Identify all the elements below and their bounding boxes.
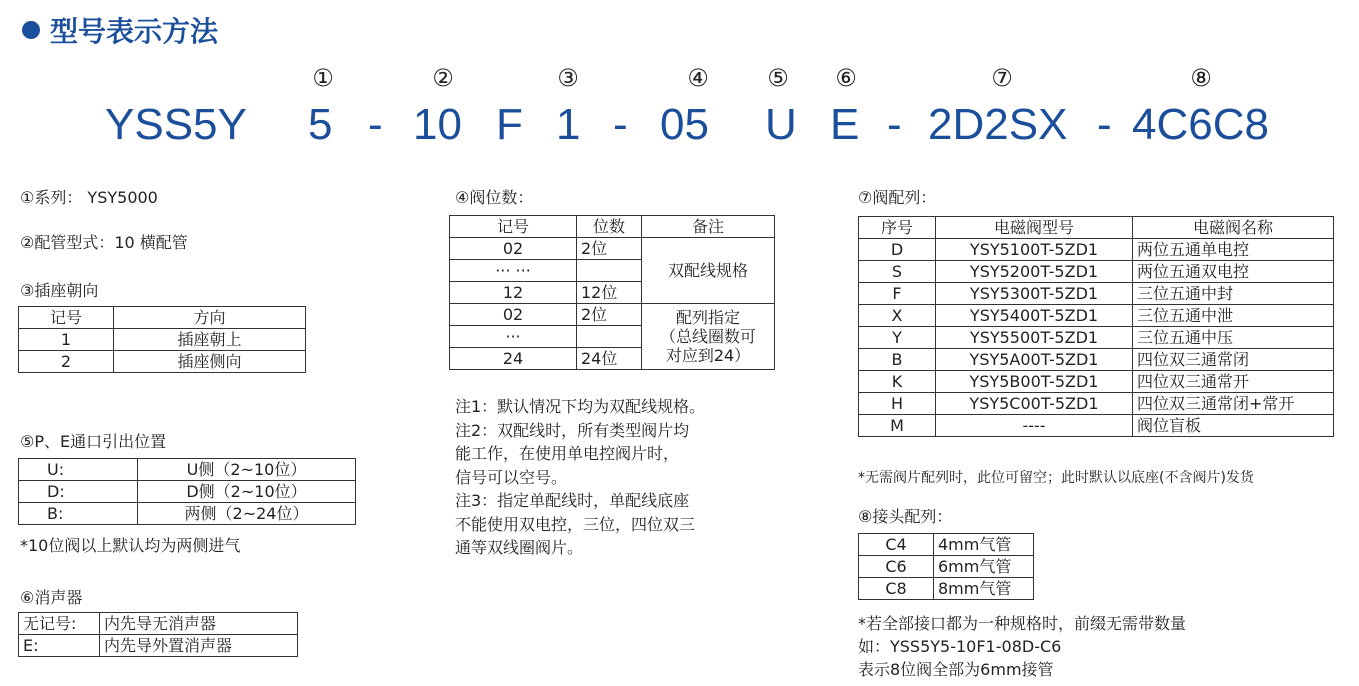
remark-dual-wiring: 双配线规格: [642, 238, 775, 304]
table-row: Y YSY5500T-5ZD1 三位五通中压: [859, 327, 1334, 349]
table-header: 记号: [19, 307, 114, 329]
model-part-9: 4C6C8: [1132, 100, 1269, 149]
table-row: 无记号: 内先导无消声器: [19, 613, 298, 635]
model-dash: -: [887, 100, 902, 149]
marker-6: ⑥: [835, 64, 857, 92]
remark-arrangement: 配列指定 （总线圈数可 对应到24）: [642, 304, 775, 370]
marker-8: ⑧: [1190, 64, 1212, 92]
model-part-5: 05: [660, 100, 709, 149]
table-row: C6 6mm气管: [859, 556, 1034, 578]
socket-table: [18, 306, 306, 373]
marker-2: ②: [432, 64, 454, 92]
fitting-notes: *若全部接口都为一种规格时，前缀无需带数量 如：YSS5Y5-10F1-08D-C6 表示8位阀全部为6mm接管: [858, 614, 1187, 679]
table-row: 2 插座侧向: [19, 351, 306, 373]
table-header: 位数: [577, 216, 642, 238]
station-table: [449, 215, 775, 370]
table-row: F YSY5300T-5ZD1 三位五通中封: [859, 283, 1334, 305]
table-row: 12 12位: [450, 282, 775, 304]
fitting-heading: ⑧接头配列：: [858, 507, 953, 526]
marker-4: ④: [687, 64, 709, 92]
table-row: M ---- 阀位盲板: [859, 415, 1334, 437]
port-note: *10位阀以上默认均为两侧进气: [20, 536, 241, 555]
model-part-3: F: [496, 100, 523, 149]
table-header: 记号: [450, 216, 577, 238]
marker-1: ①: [312, 64, 334, 92]
table-row: E: 内先导外置消声器: [19, 635, 298, 657]
table-row: K YSY5B00T-5ZD1 四位双三通常开: [859, 371, 1334, 393]
table-row: 1 插座朝上: [19, 329, 306, 351]
table-row: D YSY5100T-5ZD1 两位五通单电控: [859, 239, 1334, 261]
station-notes: 注1：默认情况下均为双配线规格。 注2：双配线时，所有类型阀片均 能工作，在使用单电控阀片时， 信号可以空号。 注3：指定单配线时，单配线底座 不能使用双电控，三位，四位双三 通等双线圈阀片。: [455, 397, 706, 557]
model-part-8: 2D2SX: [928, 100, 1068, 149]
model-part-4: 1: [556, 100, 581, 149]
table-header: 方向: [114, 307, 306, 329]
model-dash: -: [1097, 100, 1112, 149]
table-row: X YSY5400T-5ZD1 三位五通中泄: [859, 305, 1334, 327]
table-row: H YSY5C00T-5ZD1 四位双三通常闭+常开: [859, 393, 1334, 415]
fitting-table: [858, 533, 1034, 600]
port-table: [18, 458, 356, 525]
model-part-6: U: [765, 100, 797, 149]
table-header: 备注: [642, 216, 775, 238]
table-header: 电磁阀型号: [936, 217, 1133, 239]
valve-note: *无需阀片配列时，此位可留空；此时默认以底座(不含阀片)发货: [858, 470, 1254, 486]
model-dash: -: [613, 100, 628, 149]
valve-heading: ⑦阀配列：: [858, 188, 937, 207]
series-line: ①系列： YSY5000: [20, 188, 158, 207]
table-row: C8 8mm气管: [859, 578, 1034, 600]
table-row: ···: [450, 326, 775, 348]
table-header: 电磁阀名称: [1133, 217, 1334, 239]
silencer-heading: ⑥消声器: [20, 588, 83, 607]
valve-table: [858, 216, 1334, 437]
model-part-7: E: [830, 100, 860, 149]
model-part-2: 10: [413, 100, 462, 149]
table-row: S YSY5200T-5ZD1 两位五通双电控: [859, 261, 1334, 283]
table-row: B YSY5A00T-5ZD1 四位双三通常闭: [859, 349, 1334, 371]
station-heading: ④阀位数：: [455, 188, 534, 207]
port-heading: ⑤P、E通口引出位置: [20, 432, 167, 451]
table-row: ··· ···: [450, 260, 775, 282]
socket-heading: ③插座朝向: [20, 281, 99, 300]
piping-line: ②配管型式：10 横配管: [20, 233, 188, 252]
marker-7: ⑦: [991, 64, 1013, 92]
table-row: C4 4mm气管: [859, 534, 1034, 556]
table-header: 序号: [859, 217, 936, 239]
table-row: D: D侧（2~10位）: [19, 481, 356, 503]
model-series: YSS5Y: [105, 100, 247, 149]
bullet-dot-icon: [22, 21, 40, 39]
table-row: 02 2位 双配线规格: [450, 238, 775, 260]
model-dash: -: [368, 100, 383, 149]
model-part-1: 5: [308, 100, 333, 149]
table-row: 24 24位: [450, 348, 775, 370]
table-row: B: 两侧（2~24位）: [19, 503, 356, 525]
table-row: U: U侧（2~10位）: [19, 459, 356, 481]
marker-3: ③: [557, 64, 579, 92]
page-title: 型号表示方法: [22, 10, 218, 50]
marker-5: ⑤: [767, 64, 789, 92]
table-row: 02 2位 配列指定 （总线圈数可 对应到24）: [450, 304, 775, 326]
silencer-table: [18, 612, 298, 657]
